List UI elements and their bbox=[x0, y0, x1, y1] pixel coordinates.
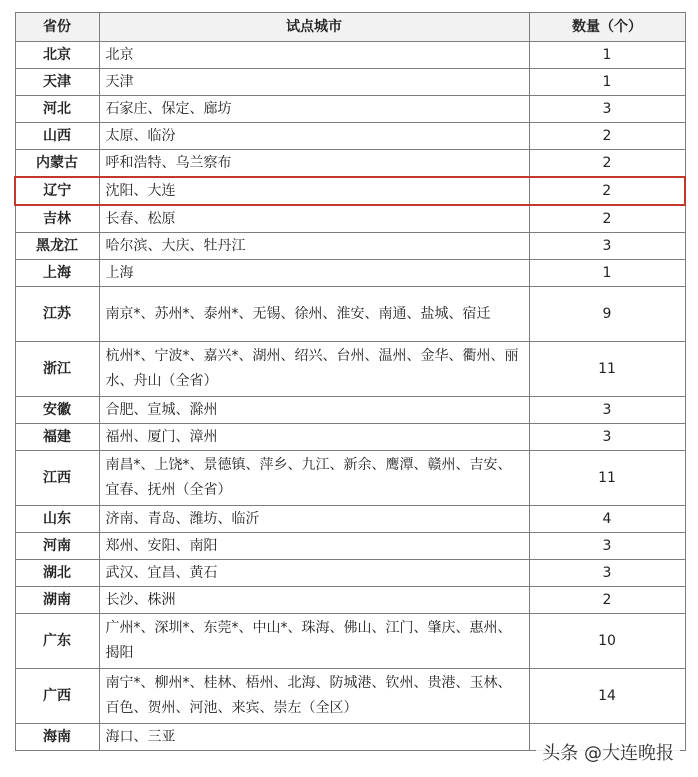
cities-cell: 沈阳、大连 bbox=[99, 177, 529, 205]
count-cell: 3 bbox=[529, 96, 685, 123]
province-cell: 山东 bbox=[15, 506, 99, 533]
count-cell: 2 bbox=[529, 177, 685, 205]
province-cell: 海南 bbox=[15, 724, 99, 751]
table-row bbox=[15, 69, 685, 96]
table-row bbox=[15, 287, 685, 342]
province-cell: 河南 bbox=[15, 533, 99, 560]
table-row bbox=[15, 205, 685, 233]
count-cell: 14 bbox=[529, 669, 685, 724]
cities-cell: 郑州、安阳、南阳 bbox=[99, 533, 529, 560]
cities-cell: 呼和浩特、乌兰察布 bbox=[99, 150, 529, 178]
table-row bbox=[15, 669, 685, 724]
table-row bbox=[15, 123, 685, 150]
cities-cell: 太原、临汾 bbox=[99, 123, 529, 150]
province-cell: 浙江 bbox=[15, 342, 99, 397]
table-row bbox=[15, 233, 685, 260]
count-cell: 10 bbox=[529, 614, 685, 669]
table-row bbox=[15, 587, 685, 614]
cities-cell: 合肥、宣城、滁州 bbox=[99, 397, 529, 424]
province-cell: 北京 bbox=[15, 42, 99, 69]
province-cell: 安徽 bbox=[15, 397, 99, 424]
count-cell: 2 bbox=[529, 587, 685, 614]
header-cities: 试点城市 bbox=[99, 13, 529, 42]
province-cell: 广东 bbox=[15, 614, 99, 669]
count-cell: 1 bbox=[529, 69, 685, 96]
cities-cell: 济南、青岛、潍坊、临沂 bbox=[99, 506, 529, 533]
cities-cell: 上海 bbox=[99, 260, 529, 287]
province-cell: 湖北 bbox=[15, 560, 99, 587]
cities-cell: 杭州*、宁波*、嘉兴*、湖州、绍兴、台州、温州、金华、衢州、丽水、舟山（全省） bbox=[99, 342, 529, 397]
table-row bbox=[15, 96, 685, 123]
count-cell: 3 bbox=[529, 424, 685, 451]
cities-cell: 哈尔滨、大庆、牡丹江 bbox=[99, 233, 529, 260]
cities-cell: 长沙、株洲 bbox=[99, 587, 529, 614]
count-cell: 11 bbox=[529, 342, 685, 397]
table-row bbox=[15, 150, 685, 178]
table-row bbox=[15, 42, 685, 69]
pilot-city-table bbox=[14, 12, 686, 751]
cities-cell: 长春、松原 bbox=[99, 205, 529, 233]
table-row bbox=[15, 506, 685, 533]
count-cell: 1 bbox=[529, 42, 685, 69]
header-count: 数量（个） bbox=[529, 13, 685, 42]
table-header-row bbox=[15, 13, 685, 42]
cities-cell: 天津 bbox=[99, 69, 529, 96]
table-row bbox=[15, 451, 685, 506]
count-cell: 2 bbox=[529, 205, 685, 233]
table-row bbox=[15, 397, 685, 424]
province-cell: 天津 bbox=[15, 69, 99, 96]
table-row bbox=[15, 342, 685, 397]
count-cell: 2 bbox=[529, 123, 685, 150]
cities-cell: 北京 bbox=[99, 42, 529, 69]
province-cell: 河北 bbox=[15, 96, 99, 123]
count-cell: 1 bbox=[529, 260, 685, 287]
count-cell: 9 bbox=[529, 287, 685, 342]
count-cell: 11 bbox=[529, 451, 685, 506]
table-row bbox=[15, 424, 685, 451]
province-cell: 辽宁 bbox=[15, 177, 99, 205]
cities-cell: 武汉、宜昌、黄石 bbox=[99, 560, 529, 587]
count-cell: 3 bbox=[529, 560, 685, 587]
count-cell: 3 bbox=[529, 233, 685, 260]
count-cell: 3 bbox=[529, 533, 685, 560]
source-watermark: 头条 @大连晚报 bbox=[536, 737, 680, 767]
count-cell: 4 bbox=[529, 506, 685, 533]
count-cell: 2 bbox=[529, 150, 685, 178]
pilot-city-table-container bbox=[14, 12, 684, 751]
province-cell: 上海 bbox=[15, 260, 99, 287]
cities-cell: 南昌*、上饶*、景德镇、萍乡、九江、新余、鹰潭、赣州、吉安、宜春、抚州（全省） bbox=[99, 451, 529, 506]
province-cell: 内蒙古 bbox=[15, 150, 99, 178]
count-cell: 3 bbox=[529, 397, 685, 424]
cities-cell: 福州、厦门、漳州 bbox=[99, 424, 529, 451]
table-row bbox=[15, 560, 685, 587]
province-cell: 福建 bbox=[15, 424, 99, 451]
province-cell: 山西 bbox=[15, 123, 99, 150]
table-row-highlighted bbox=[15, 177, 685, 205]
province-cell: 广西 bbox=[15, 669, 99, 724]
cities-cell: 南京*、苏州*、泰州*、无锡、徐州、淮安、南通、盐城、宿迁 bbox=[99, 287, 529, 342]
header-province: 省份 bbox=[15, 13, 99, 42]
cities-cell: 南宁*、柳州*、桂林、梧州、北海、防城港、钦州、贵港、玉林、百色、贺州、河池、来宾、崇左（全区） bbox=[99, 669, 529, 724]
table-row bbox=[15, 533, 685, 560]
cities-cell: 广州*、深圳*、东莞*、中山*、珠海、佛山、江门、肇庆、惠州、揭阳 bbox=[99, 614, 529, 669]
province-cell: 吉林 bbox=[15, 205, 99, 233]
table-row bbox=[15, 614, 685, 669]
cities-cell: 海口、三亚 bbox=[99, 724, 529, 751]
table-row bbox=[15, 260, 685, 287]
province-cell: 湖南 bbox=[15, 587, 99, 614]
province-cell: 江苏 bbox=[15, 287, 99, 342]
province-cell: 江西 bbox=[15, 451, 99, 506]
cities-cell: 石家庄、保定、廊坊 bbox=[99, 96, 529, 123]
province-cell: 黑龙江 bbox=[15, 233, 99, 260]
